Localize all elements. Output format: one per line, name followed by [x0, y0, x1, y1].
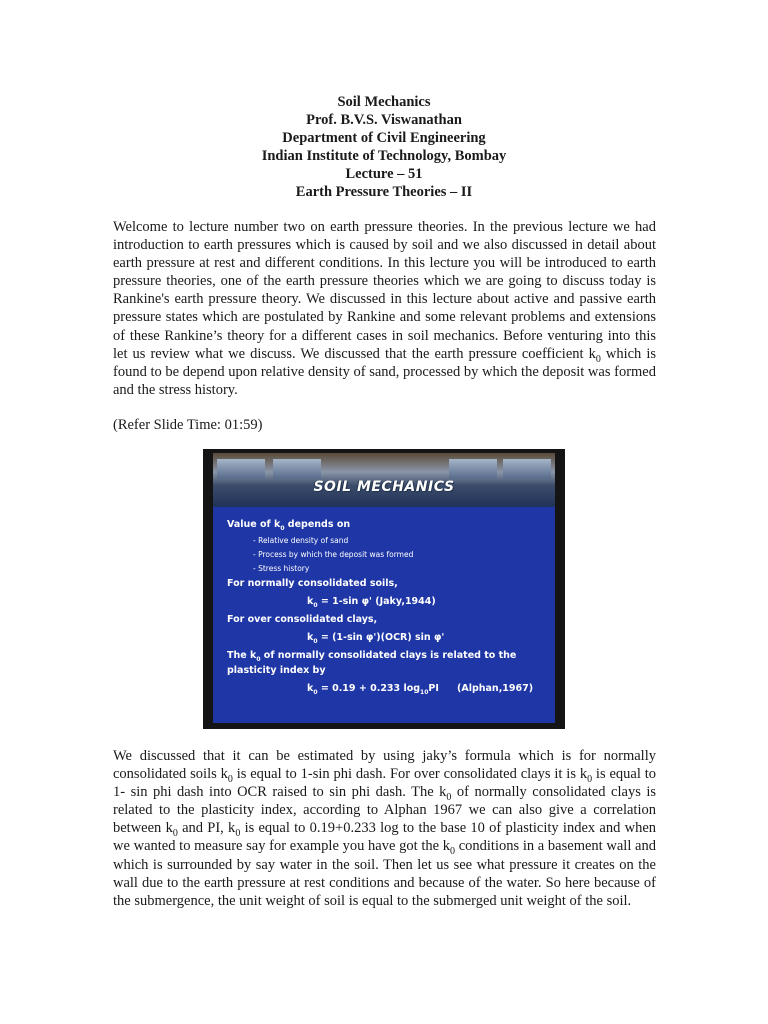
slide-pi-label: plasticity index by — [227, 665, 326, 676]
lecture-slide-image — [203, 449, 565, 729]
banner-decoration — [449, 459, 497, 479]
banner-decoration — [273, 459, 321, 479]
slide-pi-label: The $k_0$ of normally consolidated clays is related to the — [227, 650, 517, 663]
slide-banner-title: SOIL MECHANICS — [313, 479, 455, 495]
slide-pi-formula: $k_0 = 0.19 + 0.233$ $\log_{10}PI$ — [307, 683, 439, 696]
banner-decoration — [503, 459, 551, 479]
institute-name: Indian Institute of Technology, Bombay — [261, 148, 507, 164]
lecture-number: Lecture – 51 — [345, 166, 423, 182]
slide-nc-formula: $k_0 = 1-\sin$ φ' (Jaky,1944) — [307, 596, 436, 609]
lecture-header — [0, 93, 768, 201]
professor-name: Prof. B.V.S. Viswanathan — [306, 112, 462, 128]
discussion-paragraph: We discussed that it can be estimated by using jaky’s formula which is for normally consolidated soils $k_0$ is equal to 1-sin phi dash. For over consolidated clays it is $k_0$ is equal to 1- sin phi dash into OCR raised to sin phi dash. The $k_0$ of normally consolidated clays is related to the plasticity index, according to Alphan 1967 we can also give a correlation between $k_0$ and PI, $k_0$ is equal to 0.19+0.233 log to the base 10 of plasticity index and when we wanted to measure say for example you have got the $k_0$ conditions in a basement wall and which is surrounded by say water in the soil. Then let us see what pressure it creates on the wall due to the earth pressure at rest conditions and because of the water. So here because of the submergence, the unit weight of soil is equal to the submerged unit weight of the soil. — [113, 748, 657, 909]
intro-paragraph: Welcome to lecture number two on earth pressure theories. In the previous lecture we had introduction to earth pressures which is caused by soil and we also discussed in detail about earth pressure at rest and different conditions. In this lecture you will be introduced to earth pressure theories, one of the earth pressure theories which we are going to discuss today is Rankine's earth pressure theory. We discussed in this lecture about active and passive earth pressure states which are postulated by Rankine and some relevant problems and extensions of these Rankine’s theory for a different cases in soil mechanics. Before venturing into this let us review what we discuss. We discussed that the earth pressure coefficient $k_0$ which is found to be depend upon relative density of sand, processed by which the deposit was formed and the stress history. — [113, 219, 656, 398]
department-name: Department of Civil Engineering — [282, 130, 486, 146]
slide-oc-formula: $k_0 = (1-\sin$ φ')(OCR) sin φ' — [307, 632, 445, 645]
course-title: Soil Mechanics — [337, 94, 431, 110]
slide-nc-label: For normally consolidated soils, — [227, 578, 398, 589]
slide-banner — [213, 453, 555, 507]
banner-decoration — [217, 459, 265, 479]
slide-content — [213, 507, 555, 723]
slide-oc-label: For over consolidated clays, — [227, 614, 378, 625]
slide-bullet: - Stress history — [253, 564, 310, 573]
slide-pi-reference: (Alphan,1967) — [457, 683, 534, 694]
slide-heading: Value of $k_0$ depends on — [227, 519, 351, 532]
slide-bullet: - Process by which the deposit was formed — [253, 550, 414, 559]
refer-slide-time: (Refer Slide Time: 01:59) — [113, 417, 263, 433]
lecture-topic: Earth Pressure Theories – II — [295, 184, 473, 200]
slide-bullet: - Relative density of sand — [253, 536, 349, 545]
